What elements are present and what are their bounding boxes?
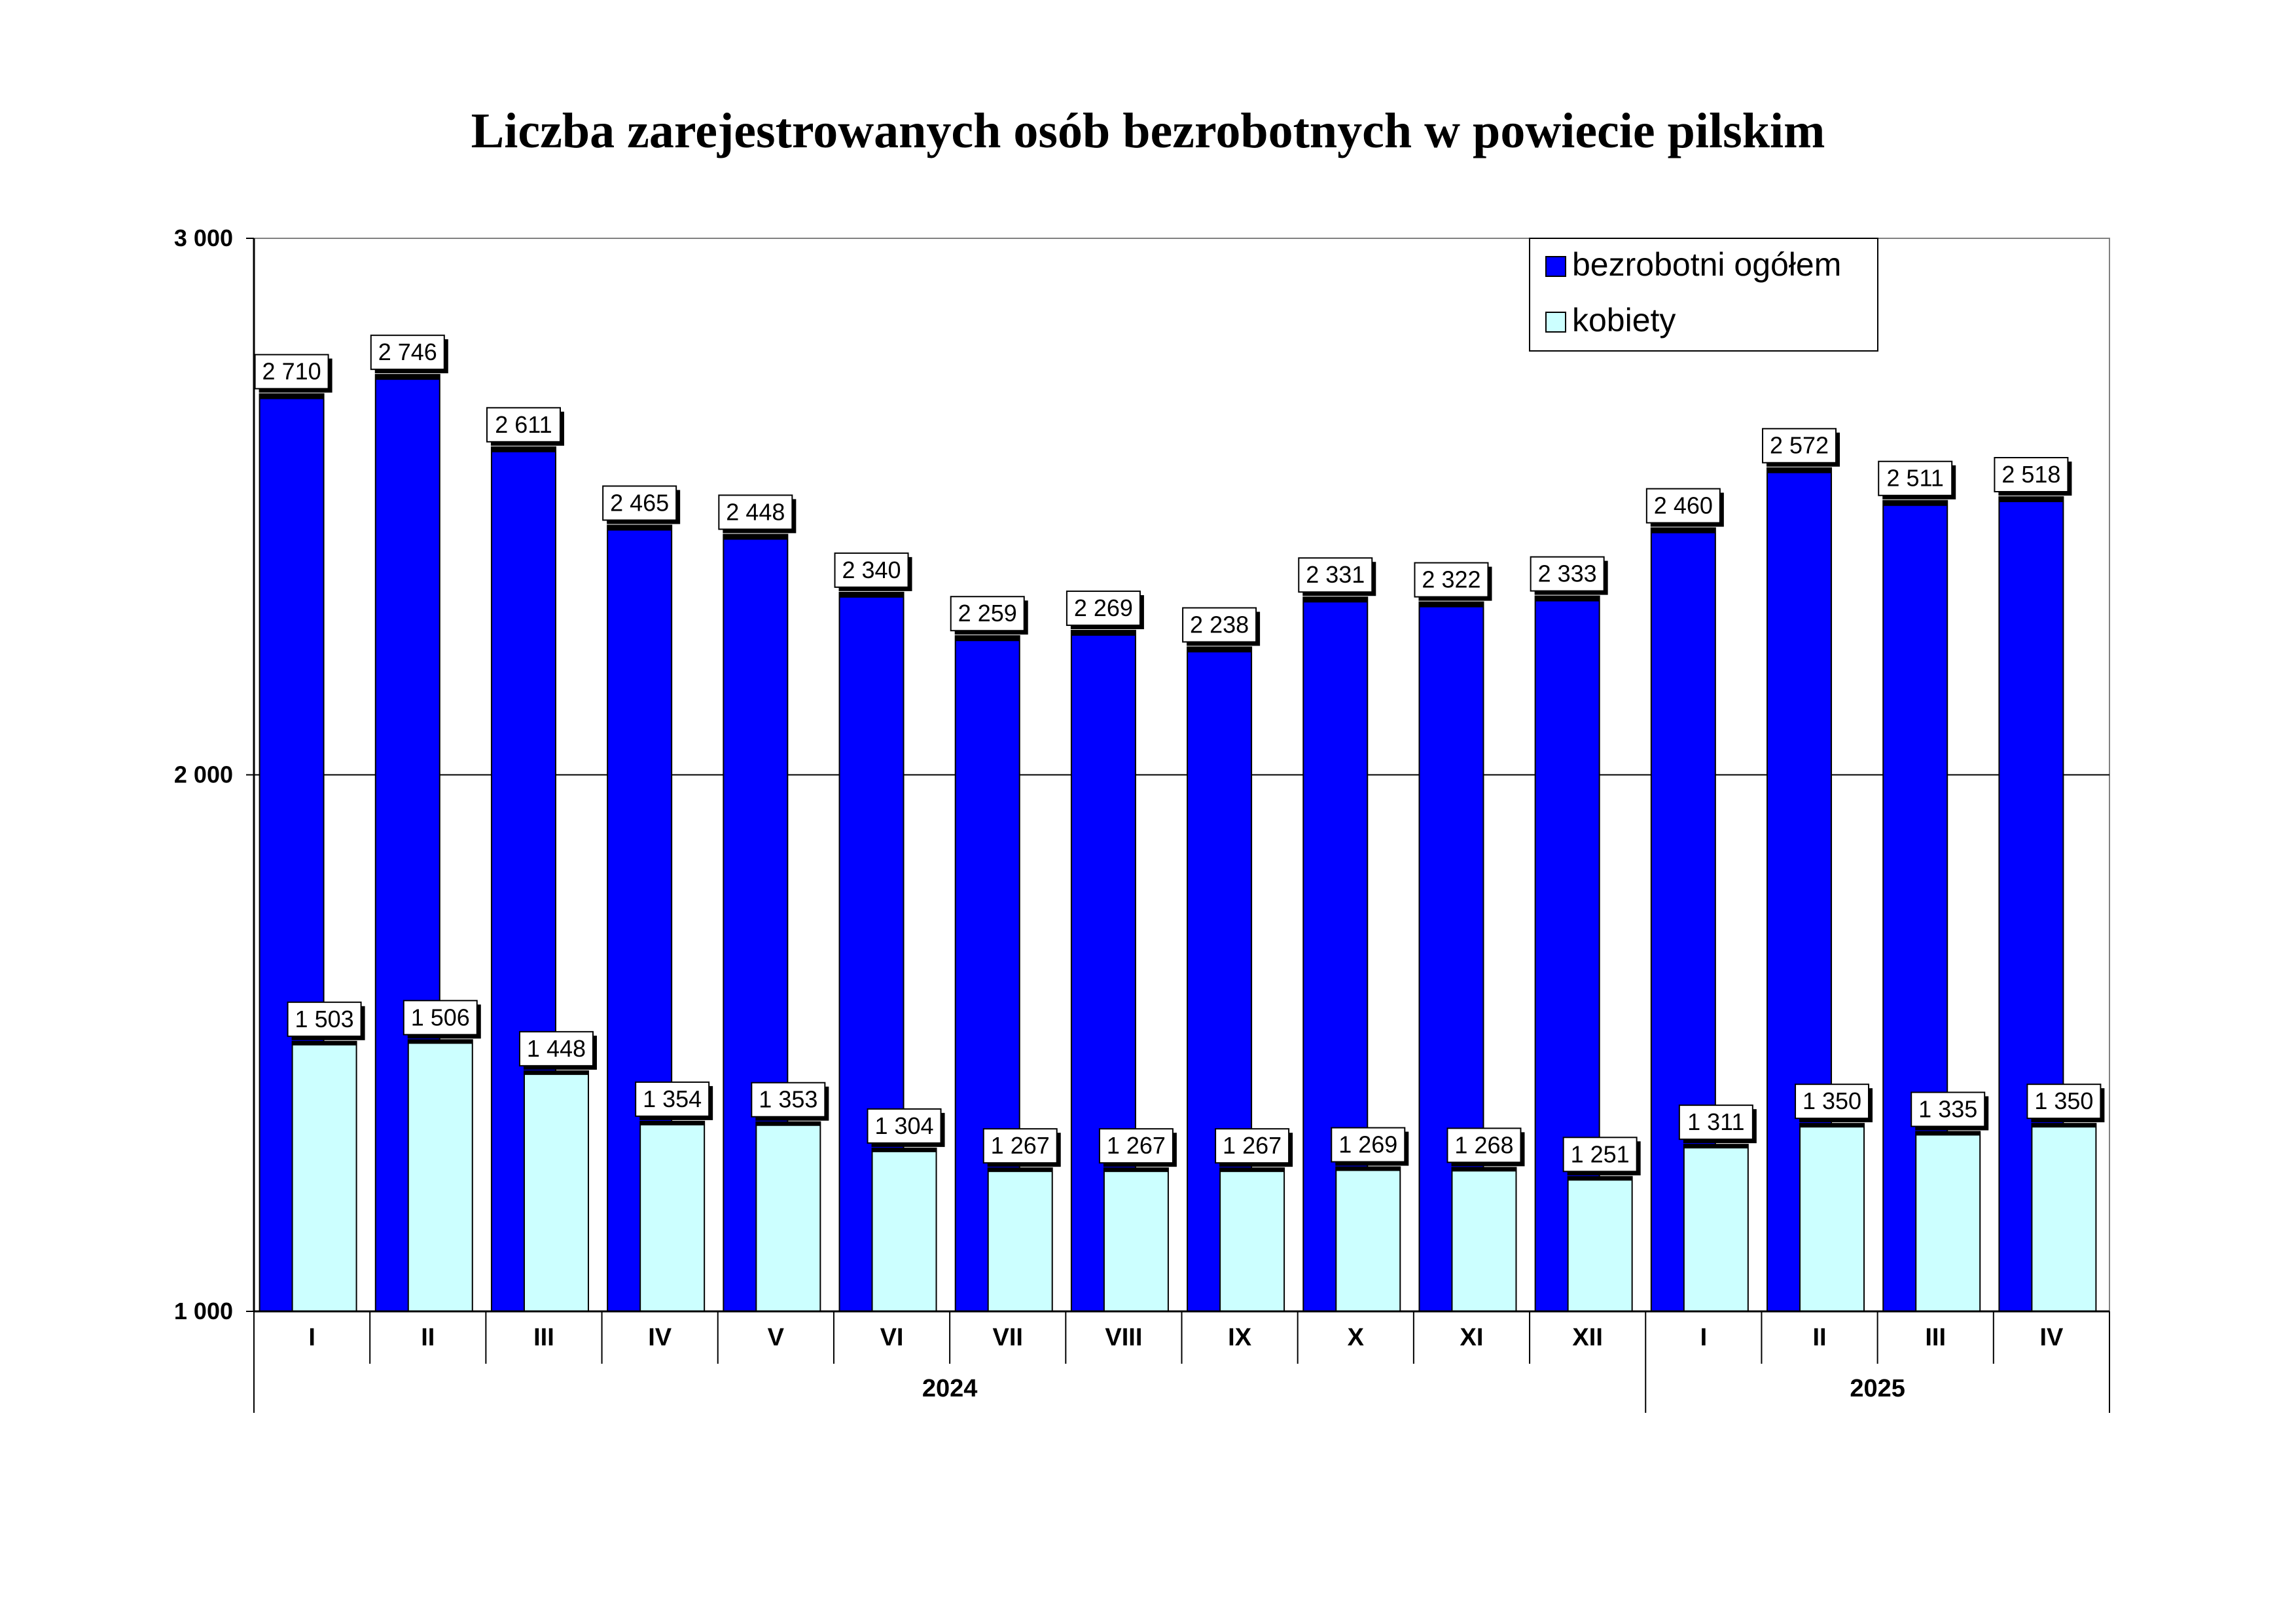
- data-label-women: 1 354: [643, 1085, 702, 1112]
- data-label-total: 2 572: [1769, 431, 1829, 459]
- x-group-label: 2024: [922, 1375, 978, 1402]
- data-label-total: 2 331: [1306, 561, 1365, 589]
- x-tick-label: VIII: [1105, 1324, 1143, 1351]
- bar-women: [1800, 1123, 1864, 1311]
- bar-total-cap: [1535, 596, 1600, 602]
- bar-women-cap: [1568, 1176, 1632, 1180]
- legend: [1530, 238, 1878, 351]
- bar-women: [1220, 1168, 1284, 1311]
- data-label-total: 2 710: [262, 357, 321, 385]
- y-tick-label: 1 000: [173, 1298, 233, 1324]
- data-label-women: 1 350: [1802, 1087, 1862, 1115]
- bar-total-cap: [607, 525, 672, 530]
- bar-women: [872, 1148, 937, 1311]
- x-tick-label: III: [533, 1324, 554, 1351]
- bar-total-cap: [840, 593, 904, 598]
- data-label-women: 1 304: [874, 1112, 934, 1139]
- bar-women: [640, 1122, 704, 1311]
- data-label-women: 1 267: [1223, 1132, 1282, 1159]
- bar-women: [988, 1168, 1052, 1311]
- bar-women-cap: [293, 1042, 357, 1046]
- bar-women-cap: [756, 1122, 820, 1126]
- x-tick-label: IV: [648, 1324, 672, 1351]
- data-label-total: 2 460: [1653, 492, 1713, 519]
- x-tick-label: I: [308, 1324, 315, 1351]
- bar-total-cap: [1767, 468, 1831, 473]
- bar-women-cap: [408, 1040, 473, 1044]
- bar-women: [1336, 1167, 1400, 1311]
- data-label-total: 2 611: [495, 410, 552, 438]
- data-label-total: 2 746: [378, 338, 437, 366]
- bar-women: [1104, 1168, 1168, 1311]
- bar-total-cap: [1187, 647, 1251, 652]
- bar-women-cap: [1684, 1144, 1748, 1148]
- plot-area: [174, 225, 2109, 1413]
- data-label-total: 2 340: [842, 556, 901, 583]
- bar-women-cap: [524, 1071, 588, 1075]
- bar-total-cap: [723, 534, 787, 539]
- bar-women: [756, 1122, 820, 1311]
- legend-label-women: kobiety: [1572, 302, 1676, 338]
- x-tick-label: II: [421, 1324, 435, 1351]
- data-label-women: 1 268: [1454, 1131, 1514, 1159]
- bar-total-cap: [956, 636, 1020, 641]
- x-tick-label: III: [1925, 1324, 1946, 1351]
- legend-label-total: bezrobotni ogółem: [1572, 246, 1842, 283]
- data-label-total: 2 511: [1886, 464, 1944, 492]
- bar-total-cap: [1303, 597, 1367, 602]
- x-tick-label: X: [1347, 1324, 1364, 1351]
- data-label-women: 1 269: [1338, 1131, 1398, 1158]
- data-label-total: 2 518: [2001, 460, 2061, 488]
- data-label-total: 2 269: [1073, 594, 1133, 622]
- bar-women: [293, 1042, 357, 1311]
- bar-total-cap: [376, 374, 440, 380]
- bar-women-cap: [1220, 1168, 1284, 1172]
- data-label-total: 2 238: [1190, 611, 1249, 638]
- x-tick-label: XI: [1460, 1324, 1484, 1351]
- x-tick-label: VI: [880, 1324, 904, 1351]
- bar-total-cap: [1651, 528, 1715, 534]
- data-label-women: 1 251: [1570, 1140, 1630, 1168]
- data-label-total: 2 448: [726, 498, 785, 526]
- x-tick-label: I: [1700, 1324, 1708, 1351]
- bar-women-cap: [1452, 1167, 1516, 1171]
- bar-women: [2032, 1123, 2096, 1311]
- bar-total-cap: [1071, 630, 1136, 636]
- bar-women-cap: [872, 1148, 937, 1152]
- data-label-total: 2 259: [958, 600, 1017, 627]
- data-label-total: 2 465: [610, 489, 670, 517]
- bar-total-cap: [492, 447, 556, 452]
- x-tick-label: XII: [1572, 1324, 1603, 1351]
- data-label-total: 2 322: [1422, 566, 1481, 593]
- bar-women-cap: [1800, 1123, 1864, 1127]
- bar-women: [1684, 1144, 1748, 1311]
- x-tick-label: IV: [2039, 1324, 2064, 1351]
- data-label-women: 1 350: [2034, 1087, 2094, 1115]
- bar-women-cap: [640, 1122, 704, 1125]
- x-tick-label: IX: [1228, 1324, 1252, 1351]
- y-tick-label: 3 000: [173, 225, 233, 251]
- data-label-women: 1 506: [410, 1004, 470, 1031]
- legend-swatch-total: [1546, 257, 1566, 276]
- bar-women: [408, 1040, 473, 1311]
- bar-total-cap: [1999, 497, 2063, 502]
- bar-women: [1452, 1167, 1516, 1311]
- bar-women: [1568, 1176, 1632, 1311]
- x-group-label: 2025: [1850, 1375, 1905, 1402]
- data-label-women: 1 353: [759, 1085, 818, 1113]
- data-label-women: 1 311: [1687, 1108, 1745, 1136]
- x-tick-label: II: [1812, 1324, 1827, 1351]
- bar-women-cap: [1336, 1167, 1400, 1171]
- data-label-women: 1 267: [990, 1132, 1050, 1159]
- data-label-total: 2 333: [1537, 560, 1597, 587]
- bar-women-cap: [1916, 1131, 1980, 1135]
- data-label-women: 1 448: [526, 1034, 586, 1062]
- y-tick-label: 2 000: [173, 761, 233, 788]
- bar-total-cap: [1419, 602, 1483, 608]
- data-label-women: 1 267: [1106, 1132, 1166, 1159]
- x-tick-label: VII: [992, 1324, 1023, 1351]
- bar-women-cap: [988, 1168, 1052, 1172]
- bar-women-cap: [1104, 1168, 1168, 1172]
- data-label-women: 1 335: [1918, 1095, 1978, 1123]
- bar-total-cap: [260, 394, 324, 399]
- bar-total-cap: [1883, 501, 1947, 506]
- x-tick-label: V: [767, 1324, 785, 1351]
- legend-swatch-women: [1546, 312, 1566, 332]
- bar-women-cap: [2032, 1123, 2096, 1127]
- bar-women: [1916, 1131, 1980, 1311]
- bar-women: [524, 1071, 588, 1311]
- chart-title: Liczba zarejestrowanych osób bezrobotnych w powiecie pilskim: [471, 103, 1825, 158]
- data-label-women: 1 503: [295, 1005, 354, 1032]
